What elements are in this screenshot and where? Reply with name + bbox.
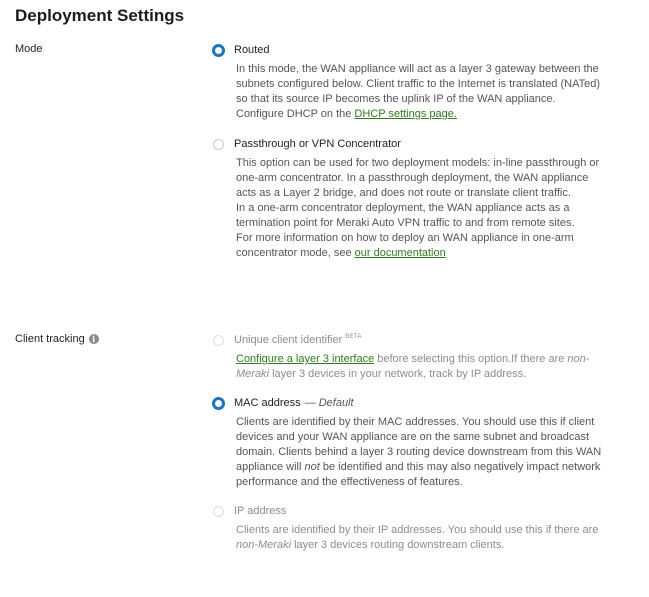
ip-address-description: Clients are identified by their IP addresses. You should use this if there are non-Meraki layer 3 devices routing downstream clients. [236,524,599,551]
mac-address-description: Clients are identified by their MAC addresses. You should use this if client devices and your WAN appliance are on the same subnet and broadcast domain. Clients behind a layer 3 routing device downstream from this WAN appliance will not be identified and this may also negatively impact network performance and the effectiveness of features. [236,416,602,488]
mode-option-passthrough [213,136,633,261]
mac-address-radio[interactable] [212,397,225,410]
configure-layer3-link[interactable]: Configure a layer 3 interface [236,353,375,365]
ip-address-label: IP address [234,505,287,517]
page-title: Deployment Settings [15,6,185,25]
mac-address-label[interactable]: MAC address [234,397,301,409]
routed-radio[interactable] [212,44,225,57]
unique-client-description: Configure a layer 3 interface before selecting this option.If there are non- Meraki layer 3 devices in your network, track by IP address. [236,353,590,380]
ip-address-radio[interactable] [213,506,224,517]
routed-label[interactable]: Routed [234,44,270,56]
tracking-option-ip [213,503,633,553]
default-tag: — Default [304,397,354,409]
info-icon[interactable]: i [89,334,99,344]
mode-label: Mode [15,43,43,55]
unique-client-radio[interactable] [213,335,224,346]
passthrough-description: This option can be used for two deployment models: in-line passthrough or one-arm concentrator. In a passthrough deployment, the WAN appliance acts as a Layer 2 bridge, and does not route or translate client traffic. In a one-arm concentrator deployment, the WAN appliance acts as a termination point for Meraki Auto VPN traffic to and from remote sites. For more information on how to deploy an WAN appliance in one-arm concentrator mode, see our documentation [236,157,600,259]
mode-option-routed [213,42,633,122]
client-tracking-label: Client tracking i [15,333,99,345]
passthrough-label[interactable]: Passthrough or VPN Concentrator [234,138,401,150]
routed-description: In this mode, the WAN appliance will act as a layer 3 gateway between the subnets configured below. Client traffic to the Internet is translated (NATed) so that its source IP becomes the uplink IP of the WAN appliance. Configure DHCP on the DHCP settings page. [236,63,601,120]
documentation-link[interactable]: our documentation [354,247,446,259]
tracking-option-mac [213,395,633,490]
passthrough-radio[interactable] [213,139,224,150]
tracking-option-unique [213,332,633,382]
unique-client-label: Unique client identifier $^{BETA}$ [234,334,362,346]
beta-badge: BETA [345,334,362,341]
dhcp-settings-link[interactable]: DHCP settings page. [354,108,457,120]
